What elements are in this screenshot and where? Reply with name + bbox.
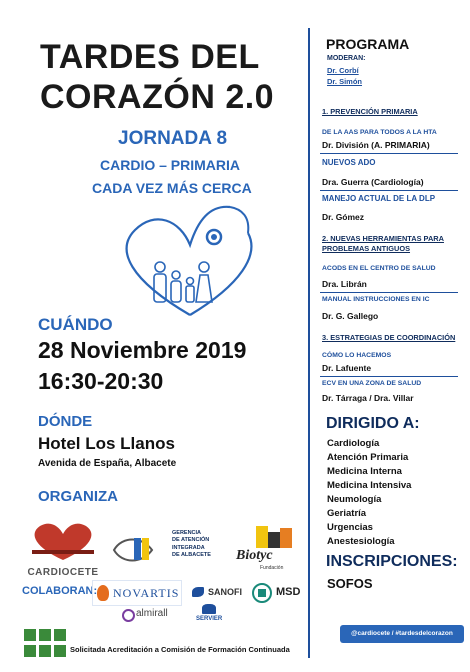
almirall-mark-icon [122, 609, 135, 622]
audience-item: Urgencias [327, 522, 373, 533]
servier-mark-icon [202, 604, 216, 614]
audience-item: Medicina Interna [327, 466, 402, 477]
colaboran-label: COLABORAN: [22, 585, 98, 597]
accreditation-logo-icon [22, 627, 68, 661]
section-2-speaker-1: Dra. Librán [322, 279, 367, 289]
accreditation-text: Solicitada Acreditación a Comisión de Formación Continuada [70, 645, 290, 654]
msd-logo [252, 580, 300, 606]
where-label: DÓNDE [38, 413, 93, 430]
event-time: 16:30-20:30 [38, 368, 164, 394]
hashtag-text: @cardiocete / #tardesdelcorazon [351, 630, 453, 637]
moderan-label: MODERAN: [327, 55, 366, 62]
inscripciones-heading: INSCRIPCIONES: [326, 553, 458, 570]
gerencia-text-4: DE ALBACETE [172, 552, 211, 559]
almirall-logo [122, 606, 182, 624]
section-3-heading: 3. ESTRATEGIAS DE COORDINACIÓN [322, 333, 456, 342]
novartis-logo [92, 580, 182, 606]
cardiocete-logo [26, 520, 100, 576]
gerencia-logo [112, 530, 222, 570]
almirall-text: almirall [136, 608, 168, 619]
sanofi-logo [192, 583, 252, 603]
moderator-1: Dr. Corbí [327, 66, 359, 75]
subtitle-line-1: CARDIO – PRIMARIA [100, 157, 241, 173]
audience-item: Geriatría [327, 508, 367, 519]
gerencia-text-3: INTEGRADA [172, 544, 205, 551]
venue-address: Avenida de España, Albacete [38, 458, 177, 469]
servier-logo [196, 604, 246, 628]
section-2-heading-line-1: 2. NUEVAS HERRAMIENTAS PARA [322, 234, 444, 243]
separator [320, 190, 458, 191]
separator [320, 292, 458, 293]
when-label: CUÁNDO [38, 315, 113, 334]
section-2-speaker-2: Dr. G. Gallego [322, 311, 379, 321]
audience-item: Cardiología [327, 438, 380, 449]
section-1-topic-2: NUEVOS ADO [322, 158, 376, 167]
servier-text: SERVIER [196, 616, 223, 622]
program-heading: PROGRAMA [326, 36, 410, 52]
inscripciones-value: SOFOS [327, 576, 373, 591]
venue-name: Hotel Los Llanos [38, 434, 175, 453]
section-1-topic-1: DE LA AAS PARA TODOS A LA HTA [322, 129, 437, 136]
biotyc-emblem-icon [256, 526, 292, 548]
section-2-heading-line-2: PROBLEMAS ANTIGUOS [322, 244, 411, 253]
section-3-speaker-1: Dr. Lafuente [322, 363, 372, 373]
section-1-speaker-2: Dra. Guerra (Cardiología) [322, 177, 424, 187]
gerencia-emblem-icon [112, 532, 156, 566]
biotyc-logo [236, 526, 296, 572]
moderator-2: Dr. Simón [327, 77, 363, 86]
audience-item: Neumología [327, 494, 382, 505]
cardiocete-text: CARDIOCETE [27, 567, 99, 578]
novartis-text: NOVARTIS [113, 586, 180, 600]
gerencia-text-1: GERENCIA [172, 530, 202, 536]
section-3-topic-1: CÓMO LO HACEMOS [322, 352, 392, 359]
column-divider [308, 28, 310, 658]
section-1-speaker-3: Dr. Gómez [322, 212, 365, 222]
title-line-1: TARDES DEL [40, 38, 260, 76]
stethoscope-heart-illustration [110, 195, 270, 325]
section-2-topic-2: MANUAL INSTRUCCIONES EN IC [322, 296, 430, 303]
organiza-label: ORGANIZA [38, 488, 118, 505]
audience-heading: DIRIGIDO A: [326, 415, 420, 432]
msd-text: MSD [276, 586, 301, 598]
section-1-heading: 1. PREVENCIÓN PRIMARIA [322, 107, 418, 116]
audience-item: Anestesiología [327, 536, 395, 547]
event-date: 28 Noviembre 2019 [38, 337, 247, 363]
gerencia-text-2: DE ATENCIÓN [172, 537, 210, 544]
section-3-speaker-2: Dr. Tárraga / Dra. Villar [322, 393, 414, 403]
audience-item: Atención Primaria [327, 452, 409, 463]
biotyc-text: Biotyc [236, 548, 273, 563]
section-3-topic-2: ECV EN UNA ZONA DE SALUD [322, 380, 422, 387]
section-2-topic-1: ACODS EN EL CENTRO DE SALUD [322, 265, 436, 272]
hashtag-banner [340, 625, 464, 643]
heart-skyline-icon [26, 520, 100, 562]
msd-emblem-icon [252, 583, 272, 603]
section-1-topic-3: MANEJO ACTUAL DE LA DLP [322, 194, 436, 203]
jornada-heading: JORNADA 8 [118, 128, 228, 149]
sanofi-bird-icon [192, 587, 204, 597]
title-line-2: CORAZÓN 2.0 [40, 78, 275, 116]
novartis-flame-icon [97, 585, 109, 601]
audience-item: Medicina Intensiva [327, 480, 412, 491]
biotyc-subtext: Fundación [260, 565, 284, 571]
separator [320, 153, 458, 154]
sanofi-text: SANOFI [208, 587, 243, 597]
subtitle-line-2: CADA VEZ MÁS CERCA [92, 180, 252, 196]
separator [320, 376, 458, 377]
section-1-speaker-1: Dr. División (A. PRIMARIA) [322, 140, 430, 150]
